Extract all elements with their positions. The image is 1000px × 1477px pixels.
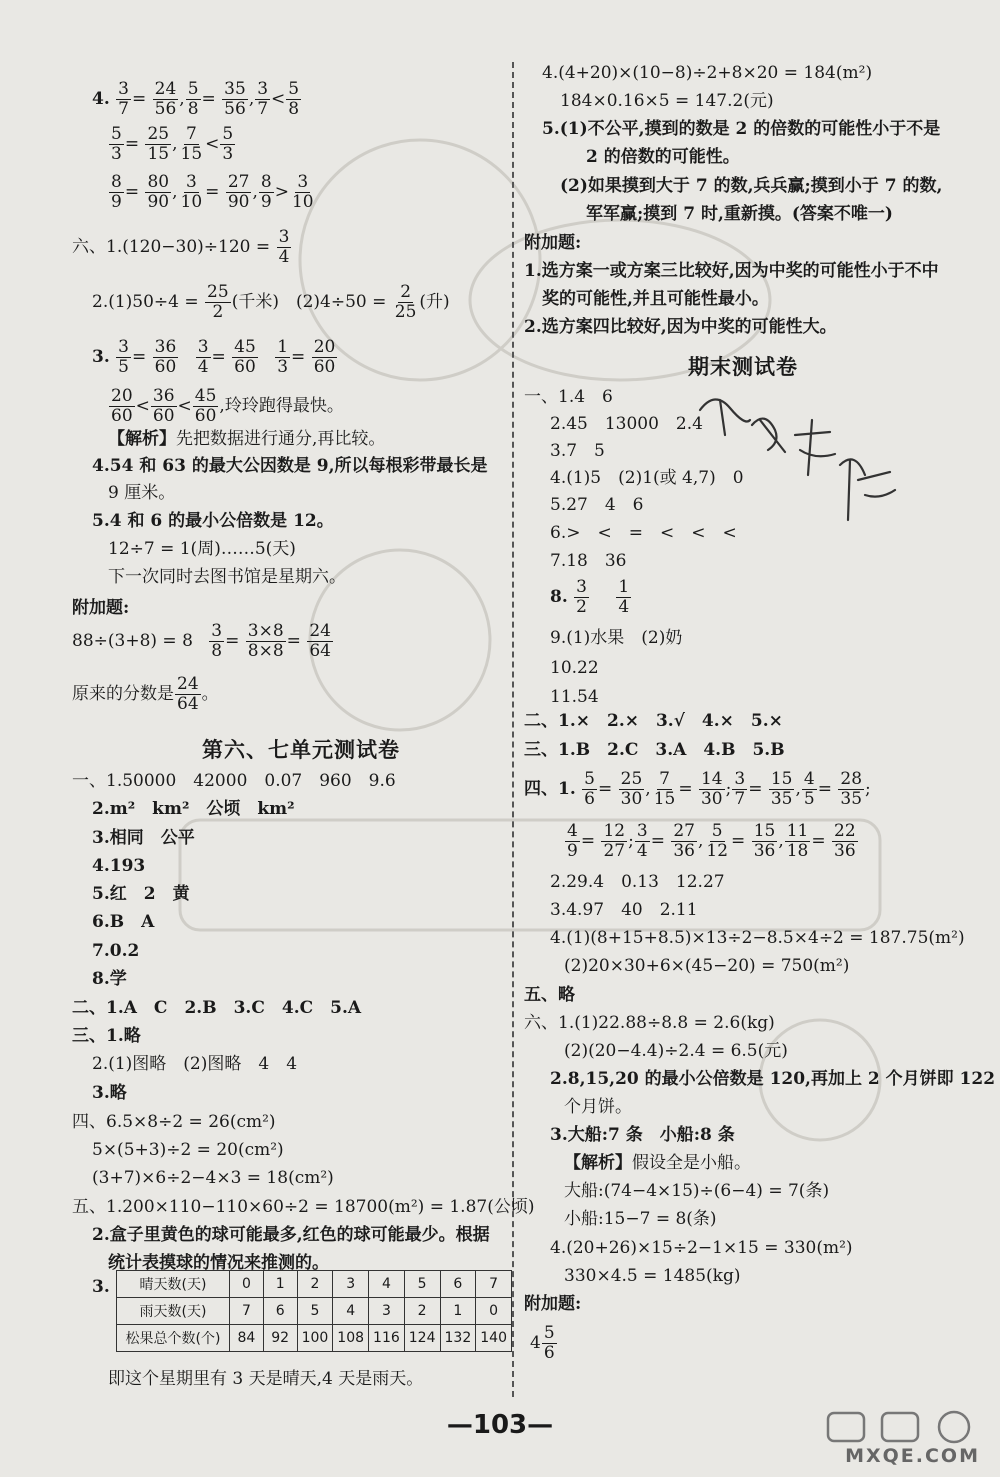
denominator: 2 <box>212 302 224 322</box>
table-cell: 2 <box>404 1298 440 1325</box>
numerator: 8 <box>260 172 272 192</box>
whole-number: 4 <box>530 1333 541 1353</box>
fraction <box>290 173 316 212</box>
a-q1: 一、1.4 6 <box>524 387 613 407</box>
f-q2-line-1: 2.8,15,20 的最小公倍数是 120,再加上 2 个月饼即 122 <box>550 1069 996 1089</box>
fraction <box>732 770 747 809</box>
item-number: 3. <box>92 347 110 367</box>
analysis-tag: 【解析】 <box>108 429 176 449</box>
numerator: 25 <box>147 124 170 144</box>
numerator: 3 <box>257 79 269 99</box>
comparison-line-2: $\frac{5}{3}$ = $\frac{25}{15}$ , $\frac{7}{15}$ < $\frac{5}{3}$ <box>111 124 234 164</box>
s1-q3: 3.相同 公平 <box>92 828 195 848</box>
denominator: 7 <box>118 99 129 119</box>
q5-line-2: 12÷7 = 1(周)……5(天) <box>108 539 296 559</box>
table-cell: 108 <box>333 1325 369 1352</box>
numerator: 5 <box>288 79 300 99</box>
f-q3-line-1: 3.大船:7 条 小船:8 条 <box>550 1125 735 1145</box>
numerator: 11 <box>786 821 809 841</box>
fraction <box>565 822 580 861</box>
c-answers: 三、1.B 2.C 3.A 4.B 5.B <box>524 740 785 760</box>
numerator: 3 <box>118 79 129 99</box>
a-q6: 6.> < = < < < <box>550 523 737 543</box>
text: ,玲玲跑得最快。 <box>219 396 344 416</box>
denominator: 90 <box>147 192 170 212</box>
numerator: 5 <box>187 79 199 99</box>
denominator: 8×8 <box>247 641 284 661</box>
fraction <box>145 173 171 212</box>
s1-q5: 5.红 2 黄 <box>92 884 190 904</box>
denominator: 3 <box>277 357 289 377</box>
analysis-note <box>108 428 385 450</box>
denominator: 64 <box>309 641 331 661</box>
numerator: 2 <box>400 282 412 302</box>
comparison-line-3: $\frac{8}{9}$ = $\frac{80}{90}$ , $\frac{3}{10}$ = $\frac{27}{90}$ , $\frac{8}{9}$ > $\frac{3}{10}$ <box>111 172 314 212</box>
table-cell: 92 <box>263 1325 297 1352</box>
r-q5-line-1: 5.(1)不公平,摸到的数是 2 的倍数的可能性小于不是 <box>542 119 941 139</box>
fraction <box>222 80 248 119</box>
denominator: 60 <box>234 357 256 377</box>
denominator: 5 <box>803 789 815 809</box>
fraction <box>542 1324 557 1363</box>
fraction <box>209 622 224 661</box>
numerator: 3 <box>211 621 223 641</box>
fraction <box>832 822 858 861</box>
fraction <box>255 80 270 119</box>
numerator: 24 <box>154 79 177 99</box>
numerator: 25 <box>207 282 229 302</box>
fraction <box>151 387 177 426</box>
fraction <box>196 338 211 377</box>
denominator: 7 <box>734 789 746 809</box>
e-answer: 五、略 <box>524 985 575 1005</box>
numerator: 25 <box>620 769 643 789</box>
fraction <box>635 822 650 861</box>
denominator: 2 <box>576 597 587 617</box>
denominator: 36 <box>834 841 856 861</box>
denominator: 18 <box>786 841 809 861</box>
q5-line-3: 下一次同时去图书馆是星期六。 <box>108 567 346 587</box>
d-q4-line-1: 4.(1)(8+15+8.5)×13÷2−8.5×4÷2 = 187.75(m²) <box>550 928 965 948</box>
table-cell: 2 <box>297 1271 333 1298</box>
d-q2: 2.29.4 0.13 12.27 <box>550 872 725 892</box>
a-q4: 4.(1)5 (2)1(或 4,7) 0 <box>550 468 744 488</box>
table-cell: 3 <box>369 1298 405 1325</box>
table-cell: 4 <box>369 1271 405 1298</box>
numerator: 27 <box>227 172 250 192</box>
a-q5: 5.27 4 6 <box>550 495 644 515</box>
table-cell: 0 <box>230 1271 264 1298</box>
fraction <box>601 822 627 861</box>
f-q2-line-2: 个月饼。 <box>564 1097 632 1117</box>
s1-q1: 一、1.50000 42000 0.07 960 9.6 <box>72 771 396 791</box>
s4-line-1: 四、6.5×8÷2 = 26(cm²) <box>72 1112 276 1132</box>
s1-q8: 8.学 <box>92 969 127 989</box>
fraction <box>246 622 286 661</box>
numerator: 3 <box>734 769 746 789</box>
table-cell: 1 <box>263 1271 297 1298</box>
r-bonus-heading: 附加题: <box>524 233 582 253</box>
numerator: 3 <box>118 337 129 357</box>
r-bonus-heading-2: 附加题: <box>524 1294 582 1314</box>
q4-line-1: 4.54 和 63 的最大公因数是 9,所以每根彩带最长是 <box>92 456 488 476</box>
denominator: 4 <box>197 357 209 377</box>
numerator: 20 <box>111 386 133 406</box>
denominator: 56 <box>224 99 246 119</box>
f-q3-line-3: 大船:(74−4×15)÷(6−4) = 7(条) <box>564 1181 830 1201</box>
table-cell: 84 <box>230 1325 264 1352</box>
numerator: 36 <box>152 386 175 406</box>
denominator: 6 <box>543 1343 555 1363</box>
denominator: 4 <box>618 597 630 617</box>
page-number: —103— <box>446 1410 554 1440</box>
r-q4-line-1: 4.(4+20)×(10−8)÷2+8×20 = 184(m²) <box>542 63 873 83</box>
q4-line-2: 9 厘米。 <box>108 483 176 503</box>
denominator: 4 <box>278 247 290 267</box>
r-q5-line-3: (2)如果摸到大于 7 的数,兵兵赢;摸到小于 7 的数, <box>560 176 943 196</box>
fraction <box>145 125 171 164</box>
denominator: 12 <box>706 841 729 861</box>
watermark-logo-icon <box>820 1407 980 1447</box>
numerator: 24 <box>309 621 331 641</box>
table-cell: 0 <box>476 1298 512 1325</box>
s4-line-2: 5×(5+3)÷2 = 20(cm²) <box>92 1140 284 1160</box>
bonus-line-2 <box>72 675 219 714</box>
denominator: 3 <box>111 144 122 164</box>
table-row <box>117 1271 512 1298</box>
handwritten-signature <box>690 380 910 530</box>
denominator: 9 <box>111 192 122 212</box>
r-bonus-1-line-2: 奖的可能性,并且可能性最小。 <box>542 289 769 309</box>
fraction <box>205 283 231 322</box>
fraction <box>286 80 301 119</box>
r-bonus-1-line-1: 1.选方案一或方案三比较好,因为中奖的可能性小于不中 <box>524 261 939 281</box>
a-q7: 7.18 36 <box>550 551 627 571</box>
section-title-unit-6-7: 第六、七单元测试卷 <box>202 738 400 762</box>
fraction <box>179 125 205 164</box>
denominator: 8 <box>187 99 199 119</box>
s3-q1: 三、1.略 <box>72 1026 141 1046</box>
f-q4-line-2: 330×4.5 = 1485(kg) <box>564 1266 741 1286</box>
b-answers: 二、1.× 2.× 3.√ 4.× 5.× <box>524 711 783 731</box>
item-number: 4. <box>92 89 110 109</box>
numerator: 5 <box>711 821 723 841</box>
numerator: 3 <box>185 172 197 192</box>
numerator: 3×8 <box>247 621 284 641</box>
denominator: 15 <box>180 144 203 164</box>
s5-q2-line-1: 2.盒子里黄色的球可能最多,红色的球可能最少。根据 <box>92 1225 490 1245</box>
a-q2: 2.45 13000 2.4 <box>550 414 703 434</box>
fraction <box>785 822 811 861</box>
denominator: 30 <box>700 789 723 809</box>
a-q8 <box>550 578 632 617</box>
text: 原来的分数是 <box>72 684 174 704</box>
table-cell: 5 <box>404 1271 440 1298</box>
numerator: 5 <box>543 1323 555 1343</box>
fraction <box>574 578 589 617</box>
table-cell: 5 <box>297 1298 333 1325</box>
section-6-q1 <box>72 228 292 267</box>
numerator: 3 <box>278 227 290 247</box>
fraction <box>179 173 205 212</box>
text: (千米) (2)4÷50 = <box>231 292 387 312</box>
numerator: 5 <box>584 769 595 789</box>
sunny-rainy-pinecone-table <box>116 1270 512 1352</box>
f-q3-analysis <box>564 1152 751 1174</box>
denominator: 9 <box>567 841 578 861</box>
table-row <box>117 1298 512 1325</box>
fraction <box>175 675 201 714</box>
fraction <box>312 338 338 377</box>
fraction <box>186 80 201 119</box>
s1-q6: 6.B A <box>92 912 155 932</box>
f-q3-line-4: 小船:15−7 = 8(条) <box>564 1209 717 1229</box>
denominator: 30 <box>620 789 643 809</box>
table-cell: 3 <box>333 1271 369 1298</box>
text: 假设全是小船。 <box>632 1153 751 1173</box>
table-cell: 132 <box>440 1325 476 1352</box>
f-q1-line-1: 六、1.(1)22.88÷8.8 = 2.6(kg) <box>524 1013 775 1033</box>
table-cell: 116 <box>369 1325 405 1352</box>
fraction <box>109 125 124 164</box>
row-header-cell: 晴天数(天) <box>117 1271 230 1298</box>
denominator: 15 <box>653 789 676 809</box>
d-q1-line-2: $\frac{4}{9}$ = $\frac{12}{27}$ ; $\frac{3}{4}$ = $\frac{27}{36}$ , $\frac{5}{12}$ = $\frac{15}{36}$ , $\frac{11}{18}$ = $\frac{22}{36}$ <box>567 821 856 861</box>
denominator: 10 <box>291 192 314 212</box>
table-cell: 100 <box>297 1325 333 1352</box>
denominator: 60 <box>313 357 336 377</box>
row-header-cell: 松果总个数(个) <box>117 1325 230 1352</box>
denominator: 15 <box>147 144 170 164</box>
denominator: 56 <box>154 99 177 119</box>
final-bonus-answer <box>530 1324 558 1363</box>
numerator: 15 <box>770 769 793 789</box>
fraction <box>752 822 778 861</box>
s4-line-3: (3+7)×6÷2−4×3 = 18(cm²) <box>92 1168 334 1188</box>
watermark-text: MXQE.COM <box>845 1445 980 1467</box>
a-q3: 3.7 5 <box>550 441 605 461</box>
denominator: 60 <box>194 406 217 426</box>
numerator: 27 <box>673 821 695 841</box>
denominator: 10 <box>180 192 203 212</box>
section-title-final-exam: 期末测试卷 <box>688 355 798 379</box>
s5-q1: 五、1.200×110−110×60÷2 = 18700(m²) = 1.87(公顷) <box>72 1197 535 1217</box>
section-6-q3-compare: $\frac{20}{60}$ < $\frac{36}{60}$ < $\frac{45}{60}$ ,玲玲跑得最快。 <box>111 386 344 426</box>
bonus-line-1: 88÷(3+8) = 8 $\frac{3}{8}$ = $\frac{3\times 8}{8\times 8}$ = $\frac{24}{64}$ <box>72 621 331 661</box>
numerator: 3 <box>576 577 587 597</box>
numerator: 15 <box>753 821 776 841</box>
section-6-q2 <box>92 283 450 322</box>
text: 六、1.(120−30)÷120 = <box>72 237 271 257</box>
denominator: 5 <box>118 357 129 377</box>
fraction <box>307 622 333 661</box>
numerator: 20 <box>313 337 336 357</box>
numerator: 80 <box>147 172 170 192</box>
fraction <box>838 770 864 809</box>
numerator: 3 <box>636 821 648 841</box>
a-q10: 10.22 <box>550 658 599 678</box>
denominator: 27 <box>603 841 626 861</box>
denominator: 3 <box>222 144 234 164</box>
numerator: 3 <box>297 172 309 192</box>
s3-q2: 2.(1)图略 (2)图略 4 4 <box>92 1054 298 1074</box>
text: 2.(1)50÷4 = <box>92 292 199 312</box>
denominator: 90 <box>227 192 250 212</box>
watermark <box>820 1407 980 1469</box>
s1-q7: 7.0.2 <box>92 941 140 961</box>
bonus-heading: 附加题: <box>72 598 130 618</box>
section-6-q3: 3. $\frac{3}{5}$ = $\frac{36}{60}$ $\frac{3}{4}$ = $\frac{45}{60}$ $\frac{1}{3}$ = $\frac{20}{60}$ <box>92 337 336 377</box>
denominator: 35 <box>770 789 793 809</box>
text: 先把数据进行通分,再比较。 <box>176 429 386 449</box>
s5-q2-line-2: 统计表摸球的情况来推测的。 <box>108 1253 329 1273</box>
table-cell: 7 <box>230 1298 264 1325</box>
fraction <box>275 338 290 377</box>
fraction <box>153 338 179 377</box>
table-cell: 6 <box>440 1271 476 1298</box>
r-q5-line-4: 军军赢;摸到 7 时,重新摸。(答案不唯一) <box>586 204 893 224</box>
fraction <box>109 387 135 426</box>
numerator: 22 <box>834 821 856 841</box>
denominator: 6 <box>584 789 595 809</box>
fraction <box>116 338 131 377</box>
denominator: 64 <box>177 694 199 714</box>
r-q5-line-2: 2 的倍数的可能性。 <box>586 147 740 167</box>
numerator: 24 <box>177 674 199 694</box>
denominator: 4 <box>636 841 648 861</box>
numerator: 7 <box>185 124 197 144</box>
table-row <box>117 1325 512 1352</box>
table-cell: 124 <box>404 1325 440 1352</box>
q5-line-1: 5.4 和 6 的最小公倍数是 12。 <box>92 511 334 531</box>
table-cell: 6 <box>263 1298 297 1325</box>
numerator: 12 <box>603 821 626 841</box>
a-q9: 9.(1)水果 (2)奶 <box>550 628 683 648</box>
numerator: 8 <box>111 172 122 192</box>
numerator: 4 <box>567 821 578 841</box>
numerator: 4 <box>803 769 815 789</box>
denominator: 35 <box>840 789 863 809</box>
denominator: 25 <box>394 302 417 322</box>
fraction <box>704 822 730 861</box>
fraction <box>259 173 274 212</box>
numerator: 3 <box>197 337 209 357</box>
r-q4-line-2: 184×0.16×5 = 147.2(元) <box>560 91 774 111</box>
numerator: 28 <box>840 769 863 789</box>
s2-answers: 二、1.A C 2.B 3.C 4.C 5.A <box>72 998 362 1018</box>
row-header-cell: 雨天数(天) <box>117 1298 230 1325</box>
s1-q4: 4.193 <box>92 856 146 876</box>
d-q3: 3.4.97 40 2.11 <box>550 900 698 920</box>
denominator: 7 <box>257 99 269 119</box>
fraction <box>802 770 817 809</box>
f-q1-line-2: (2)(20−4.4)÷2.4 = 6.5(元) <box>564 1041 788 1061</box>
fraction <box>769 770 795 809</box>
fraction <box>671 822 697 861</box>
s5-q3-conclusion: 即这个星期里有 3 天是晴天,4 天是雨天。 <box>108 1369 424 1389</box>
item-4-comparison: 4. $\frac{3}{7}$ = $\frac{24}{56}$ , $\frac{5}{8}$ = $\frac{35}{56}$ , $\frac{3}{7}$ < $\frac{5}{8}$ <box>92 79 300 119</box>
fraction <box>277 228 292 267</box>
d-q1-line-1: 四、1. $\frac{5}{6}$ = $\frac{25}{30}$ , $\frac{7}{15}$ = $\frac{14}{30}$ ; $\frac{3}{7}$ = $\frac{15}{35}$ , $\frac{4}{5}$ = $\frac{28}{35}$ ; <box>524 769 871 809</box>
denominator: 8 <box>288 99 300 119</box>
denominator: 36 <box>753 841 776 861</box>
fraction <box>116 80 131 119</box>
fraction <box>652 770 678 809</box>
fraction <box>226 173 252 212</box>
fraction <box>153 80 179 119</box>
item-number: 四、1. <box>524 779 576 799</box>
denominator: 60 <box>111 406 133 426</box>
r-bonus-2: 2.选方案四比较好,因为中奖的可能性大。 <box>524 317 837 337</box>
s1-q2: 2.m² km² 公顷 km² <box>92 799 295 819</box>
text: 。 <box>201 684 219 704</box>
numerator: 35 <box>224 79 246 99</box>
numerator: 36 <box>154 337 177 357</box>
item-number: 8. <box>550 587 568 607</box>
denominator: 60 <box>152 406 175 426</box>
fraction <box>582 770 597 809</box>
fraction <box>393 283 419 322</box>
numerator: 14 <box>700 769 723 789</box>
s5-q3-number: 3. <box>92 1277 110 1297</box>
f-q4-line-1: 4.(20+26)×15÷2−1×15 = 330(m²) <box>550 1238 853 1258</box>
analysis-tag: 【解析】 <box>564 1153 632 1173</box>
fraction <box>619 770 645 809</box>
numerator: 5 <box>222 124 234 144</box>
fraction <box>193 387 219 426</box>
s3-q3: 3.略 <box>92 1083 127 1103</box>
fraction <box>109 173 124 212</box>
text: (升) <box>419 292 450 312</box>
denominator: 8 <box>211 641 223 661</box>
text: 88÷(3+8) = 8 <box>72 631 193 651</box>
denominator: 36 <box>673 841 695 861</box>
table-cell: 4 <box>333 1298 369 1325</box>
d-q4-line-2: (2)20×30+6×(45−20) = 750(m²) <box>564 956 850 976</box>
denominator: 60 <box>154 357 177 377</box>
numerator: 7 <box>659 769 670 789</box>
denominator: 9 <box>260 192 272 212</box>
table-cell: 1 <box>440 1298 476 1325</box>
numerator: 5 <box>111 124 122 144</box>
fraction <box>232 338 258 377</box>
table-cell: 7 <box>476 1271 512 1298</box>
fraction <box>220 125 235 164</box>
fraction <box>616 578 631 617</box>
numerator: 45 <box>194 386 217 406</box>
a-q11: 11.54 <box>550 687 599 707</box>
fraction <box>699 770 725 809</box>
numerator: 1 <box>618 577 630 597</box>
numerator: 45 <box>234 337 256 357</box>
numerator: 1 <box>277 337 289 357</box>
table-cell: 140 <box>476 1325 512 1352</box>
